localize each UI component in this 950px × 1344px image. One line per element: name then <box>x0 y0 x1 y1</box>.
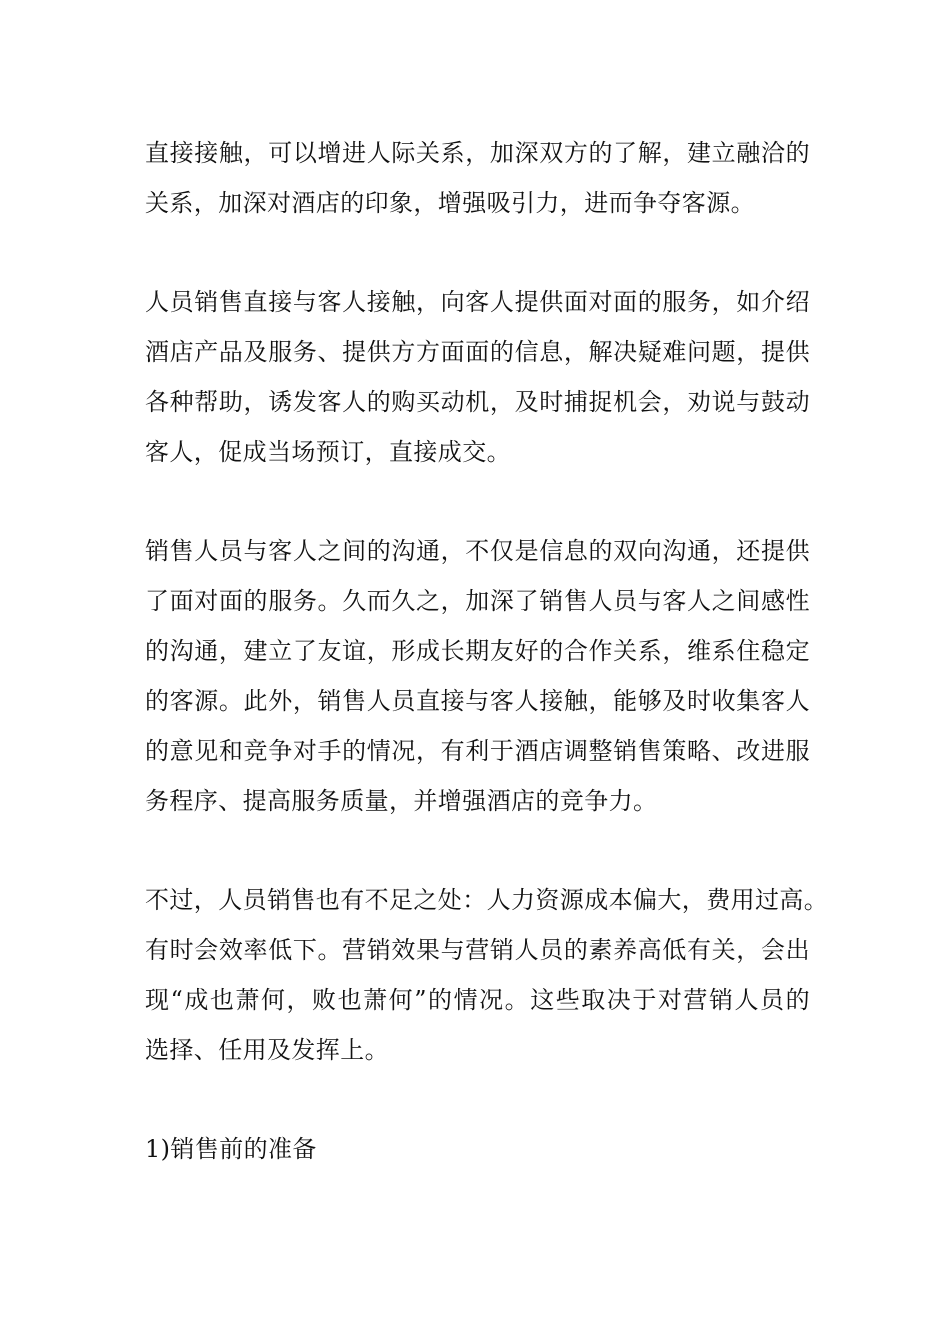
paragraph-4 <box>145 875 829 1075</box>
text-line: 了面对面的服务。久而久之，加深了销售人员与客人之间感性 <box>145 587 810 615</box>
paragraph-1 <box>145 128 810 228</box>
text-line: 各种帮助，诱发客人的购买动机，及时捕捉机会，劝说与鼓动 <box>145 388 810 416</box>
text-line: 的沟通，建立了友谊，形成长期友好的合作关系，维系住稳定 <box>145 637 810 665</box>
text-line: 不过，人员销售也有不足之处：人力资源成本偏大，费用过高。 <box>145 886 829 914</box>
heading-text: 1)销售前的准备 <box>145 1135 317 1163</box>
text-line: 务程序、提高服务质量，并增强酒店的竞争力。 <box>145 787 658 815</box>
text-line: 选择、任用及发挥上。 <box>145 1036 389 1064</box>
text-line: 客人，促成当场预订，直接成交。 <box>145 438 511 466</box>
paragraph-2 <box>145 277 810 477</box>
text-line: 有时会效率低下。营销效果与营销人员的素养高低有关，会出 <box>145 936 810 964</box>
paragraph-3 <box>145 526 810 826</box>
text-line: 直接接触，可以增进人际关系，加深双方的了解，建立融洽的 <box>145 139 810 167</box>
text-line: 人员销售直接与客人接触，向客人提供面对面的服务，如介绍 <box>145 288 810 316</box>
section-heading <box>145 1124 810 1174</box>
text-line: 的客源。此外，销售人员直接与客人接触，能够及时收集客人 <box>145 687 810 715</box>
document-body <box>145 128 829 1223</box>
text-line: 的意见和竞争对手的情况，有利于酒店调整销售策略、改进服 <box>145 737 810 765</box>
text-line: 酒店产品及服务、提供方方面面的信息，解决疑难问题，提供 <box>145 338 810 366</box>
text-line: 销售人员与客人之间的沟通，不仅是信息的双向沟通，还提供 <box>145 537 810 565</box>
text-line: 关系，加深对酒店的印象，增强吸引力，进而争夺客源。 <box>145 189 755 217</box>
text-line: 现“成也萧何，败也萧何”的情况。这些取决于对营销人员的 <box>145 986 810 1014</box>
